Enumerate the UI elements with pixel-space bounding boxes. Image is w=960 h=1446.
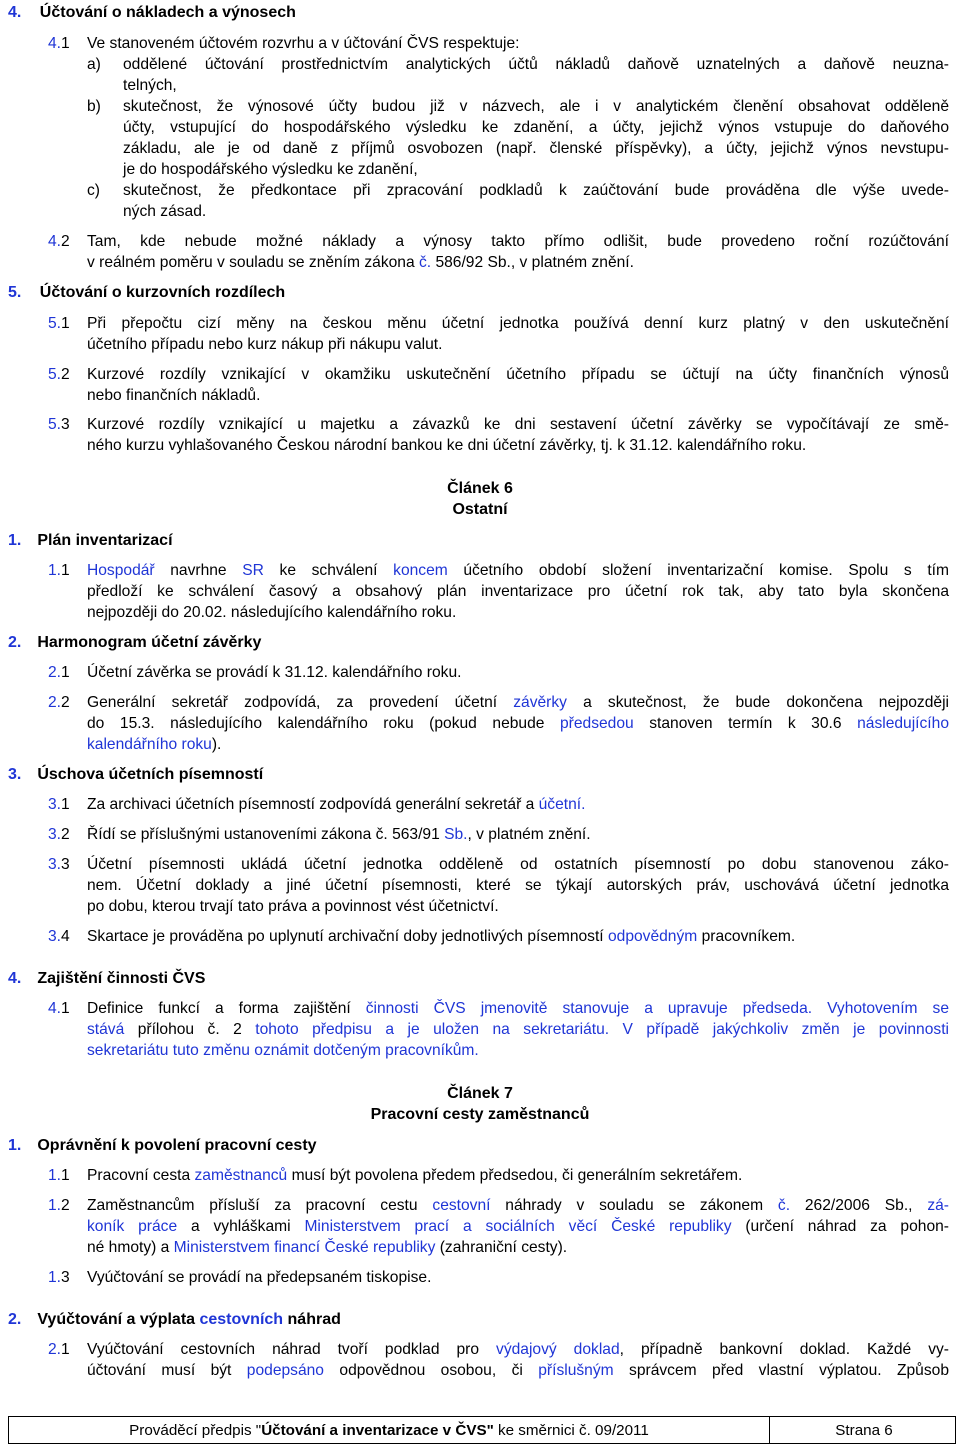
section-heading: 2. Harmonogram účetní závěrky	[8, 634, 262, 651]
list-item-text: skutečnost, že výnosové účty budou již v názvech, ale i v analytickém členění obsahovat odděleně	[123, 98, 949, 115]
para-text: né hmoty) a Ministerstvem financí České republiky (zahraniční cesty).	[87, 1239, 568, 1256]
para-number: 3.3	[48, 856, 70, 873]
para-number: 3.4	[48, 928, 70, 945]
list-item-text: základu, ale je od daně z příjmů osvobozen (např. členské příspěvky), a účty, jejichž výnos nevstupu-	[123, 140, 949, 157]
para-number: 2.1	[48, 664, 70, 681]
para-text: Generální sekretář zodpovídá, za provedení účetní závěrky a skutečnost, že bude dokončena nejpozději	[87, 694, 949, 711]
list-marker: a)	[87, 56, 101, 73]
para-number: 4.1	[48, 1000, 70, 1017]
para-text: nejpozději do 20.02. následujícího kalendářního roku.	[87, 604, 457, 621]
para-number: 2.2	[48, 694, 70, 711]
para-text: Skartace je prováděna po uplynutí archivační doby jednotlivých písemností odpovědným pracovníkem.	[87, 928, 796, 945]
para-text: Definice funkcí a forma zajištění činnosti ČVS jmenovitě stanovuje a upravuje předseda. Vyhotovením se	[87, 1000, 949, 1017]
para-text: ného kurzu vyhlašovaného Českou národní bankou ke dni účetní závěrky, tj. k 31.12. kalendářního roku.	[87, 437, 807, 454]
section-heading: 2. Vyúčtování a výplata cestovních náhrad	[8, 1311, 341, 1328]
article-subtitle: Pracovní cesty zaměstnanců	[370, 1106, 590, 1123]
section-title: Účtování o kurzovních rozdílech	[39, 284, 286, 301]
para-text: kalendářního roku).	[87, 736, 222, 753]
para-number: 1.3	[48, 1269, 70, 1286]
para-text: Zaměstnancům přísluší za pracovní cestu cestovní náhrady v souladu se zákonem č. 262/2006 Sb., zá-	[87, 1197, 949, 1214]
para-text: Vyúčtování se provádí na předepsaném tiskopise.	[87, 1269, 432, 1286]
para-text: nebo finančních nákladů.	[87, 387, 261, 404]
para-number: 1.1	[48, 562, 70, 579]
page-footer	[8, 1416, 956, 1444]
article-subtitle: Ostatní	[452, 501, 508, 518]
page-number: Strana 6	[835, 1422, 893, 1439]
article-title: Článek 6	[447, 480, 513, 497]
para-text: sekretariátu tuto změnu oznámit dotčeným pracovníkům.	[87, 1042, 479, 1059]
para-number: 5.2	[48, 366, 70, 383]
list-item-text: skutečnost, že předkontace při zpracování podkladů k zaúčtování bude prováděna dle výše uvede-	[123, 182, 949, 199]
para-text: Kurzové rozdíly vznikající v okamžiku uskutečnění účetního případu se účtují na účty finančních výnosů	[87, 366, 949, 383]
list-item-text: ných zásad.	[123, 203, 207, 220]
para-text: po dobu, kterou trvají tato práva a povinnost vést účetnictví.	[87, 898, 499, 915]
section-heading	[8, 3, 296, 23]
para-text: Za archivaci účetních písemností zodpovídá generální sekretář a účetní.	[87, 796, 586, 813]
para-number: 1.2	[48, 1197, 70, 1214]
para-number: 1.1	[48, 1167, 70, 1184]
para-number: 4.2	[48, 233, 70, 250]
para-text: účetního případu nebo kurz nákup při nákupu valut.	[87, 336, 443, 353]
para-text: Ve stanoveném účtovém rozvrhu a v účtování ČVS respektuje:	[87, 35, 520, 52]
list-marker: c)	[87, 182, 100, 199]
para-text: Hospodář navrhne SR ke schválení koncem účetního období složení inventarizační komise. Spolu s tím	[87, 562, 949, 579]
section-heading: 3. Úschova účetních písemností	[8, 766, 264, 783]
section-heading: 4. Zajištění činnosti ČVS	[8, 970, 206, 987]
list-marker: b)	[87, 98, 101, 115]
para-text: Vyúčtování cestovních náhrad tvoří podklad pro výdajový doklad, případně bankovní doklad. Každé vy-	[87, 1341, 949, 1358]
para-text: předloží ke schválení časový a obsahový plán inventarizace pro účetní rok tak, aby tato byla skončena	[87, 583, 949, 600]
para-text: nem. Účetní doklady a jiné účetní písemnosti, které se týkají autorských práv, uschovává účetní jednotka	[87, 877, 949, 894]
para-number: 3.1	[48, 796, 70, 813]
list-item-text: telných,	[123, 77, 177, 94]
para-text: Při přepočtu cizí měny na českou měnu účetní jednotka používá denní kurz platný v den uskutečnění	[87, 315, 949, 332]
article-title: Článek 7	[447, 1085, 513, 1102]
para-number: 4.1	[48, 35, 70, 52]
para-text: v reálném poměru v souladu se zněním zákona č. 586/92 Sb., v platném znění.	[87, 254, 634, 271]
para-text: stává přílohou č. 2 tohoto předpisu a je uložen na sekretariátu. V případě jakýchkoliv změn je povinnosti	[87, 1021, 949, 1038]
section-heading: 1. Oprávnění k povolení pracovní cesty	[8, 1137, 317, 1154]
section-heading: 1. Plán inventarizací	[8, 532, 173, 549]
para-number: 3.2	[48, 826, 70, 843]
para-text: Pracovní cesta zaměstnanců musí být povolena předem předsedou, či generálním sekretářem.	[87, 1167, 743, 1184]
para-text: Účetní závěrka se provádí k 31.12. kalendářního roku.	[87, 664, 462, 681]
para-text: Kurzové rozdíly vznikající u majetku a závazků ke dni sestavení účetní závěrky se vypočítávají ze smě-	[87, 416, 949, 433]
section-number: 5.	[8, 284, 22, 301]
section-number: 4.	[8, 4, 22, 21]
section-heading	[8, 283, 285, 303]
list-item-text: je do hospodářského výsledku ke zdanění,	[123, 161, 418, 178]
para-number: 5.3	[48, 416, 70, 433]
para-text: účtování musí být podepsáno odpovědnou osobou, či příslušným správcem před vlastní výplatou. Způsob	[87, 1362, 950, 1379]
para-text: koník práce a vyhláškami Ministerstvem prací a sociálních věcí České republiky (určení náhrad za pohon-	[87, 1218, 949, 1235]
para-text: Řídí se příslušnými ustanoveními zákona č. 563/91 Sb., v platném znění.	[87, 826, 591, 843]
footer-document-title: Prováděcí předpis "Účtování a inventarizace v ČVS" ke směrnici č. 09/2011	[9, 1417, 770, 1443]
para-number: 2.1	[48, 1341, 70, 1358]
para-text: Účetní písemnosti ukládá účetní jednotka odděleně od ostatních písemností po dobu stanovenou záko-	[87, 856, 949, 873]
para-text: do 15.3. následujícího kalendářního roku (pokud nebude předsedou stanoven termín k 30.6 následujícího	[87, 715, 949, 732]
para-number: 5.1	[48, 315, 70, 332]
para-text: Tam, kde nebude možné náklady a výnosy takto přímo odlišit, bude provedeno roční rozúčtování	[87, 233, 949, 250]
list-item-text: oddělené účtování prostřednictvím analytických účtů nákladů daňově uznatelných a daňově neuzna-	[123, 56, 949, 73]
section-title: Účtování o nákladech a výnosech	[39, 4, 296, 21]
list-item-text: účty, vstupující do hospodářského výsledku ke zdanění, a účty, jejichž výnos vstupuje do daňového	[123, 119, 949, 136]
